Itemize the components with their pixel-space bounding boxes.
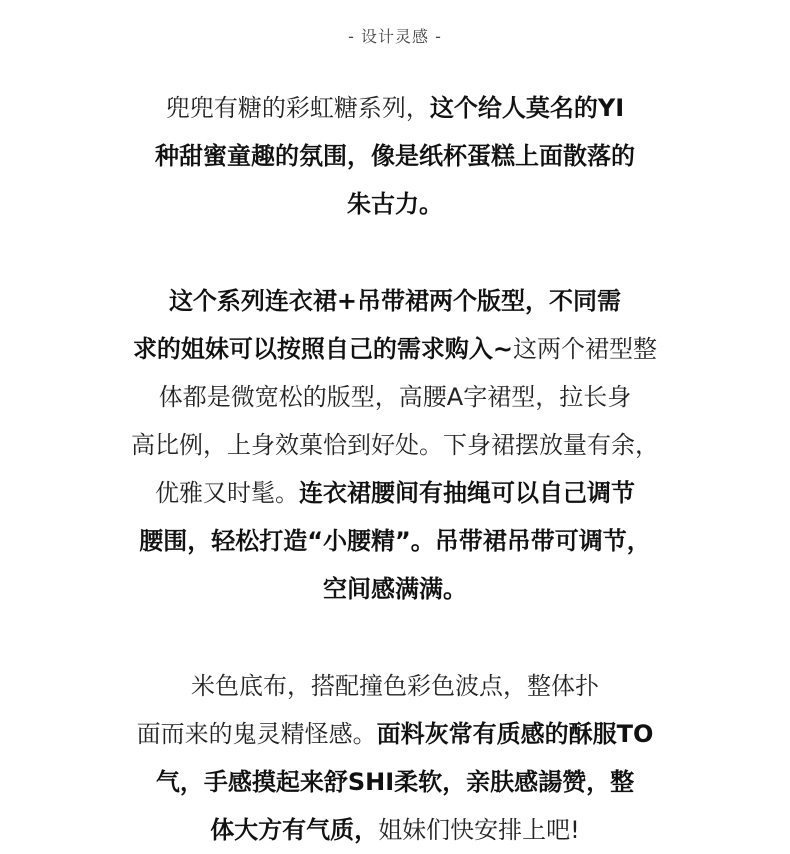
text-line <box>0 565 790 613</box>
text-run: 兜兜有糖的彩虹糖系列， <box>165 94 430 122</box>
text-run-bold: 这个给人莫名的YI <box>429 94 625 122</box>
text-line <box>0 662 790 710</box>
section-title: - 设计灵感 - <box>348 27 442 46</box>
text-run: 面而来的鬼灵精怪感。 <box>136 720 377 748</box>
text-run-bold: 朱古力。 <box>347 190 443 218</box>
paragraph-design-inspiration <box>0 84 790 228</box>
text-line <box>0 806 790 854</box>
text-run: 高比例，上身效菓恰到好处。下身裙摆放量有余， <box>131 431 659 459</box>
text-run: 米色底布，搭配撞色彩色波点，整体扑 <box>191 672 599 700</box>
text-run-bold: 空间感满满。 <box>323 575 467 603</box>
text-run-bold: 求的姐妹可以按照自己的需求购入~ <box>132 335 514 363</box>
text-line <box>0 180 790 228</box>
text-run-bold: 连衣裙腰间有抽绳可以自己调节 <box>299 479 635 507</box>
paragraph-fabric <box>0 662 790 854</box>
text-run: 体都是微宽松的版型，高腰A字裙型，拉长身 <box>158 383 632 411</box>
text-run-bold: 这个系列连衣裙+吊带裙两个版型，不同需 <box>168 287 622 315</box>
text-run: 姐妹们快安排上吧! <box>378 816 580 844</box>
text-line <box>0 325 790 373</box>
paragraph-styles <box>0 277 790 613</box>
text-line <box>0 758 790 806</box>
text-run-bold: 气，手感摸起来舒SHI柔软，亲肤感諹赞，整 <box>155 768 635 796</box>
text-line <box>0 469 790 517</box>
text-line <box>0 277 790 325</box>
text-run-bold: 种甜蜜童趣的氛围，像是纸杯蛋糕上面散落的 <box>155 142 635 170</box>
text-line <box>0 710 790 758</box>
text-run-bold: 体大方有气质， <box>210 816 379 844</box>
text-line <box>0 84 790 132</box>
text-run: 优雅又时髦。 <box>155 479 299 507</box>
text-run: 这两个裙型整 <box>513 335 658 363</box>
text-line <box>0 132 790 180</box>
text-run-bold: 腰围，轻松打造“小腰精”。吊带裙吊带可调节， <box>139 527 651 555</box>
text-run-bold: 面料灰常有质感的酥服TO <box>376 720 654 748</box>
text-line <box>0 517 790 565</box>
text-line <box>0 373 790 421</box>
text-line <box>0 421 790 469</box>
